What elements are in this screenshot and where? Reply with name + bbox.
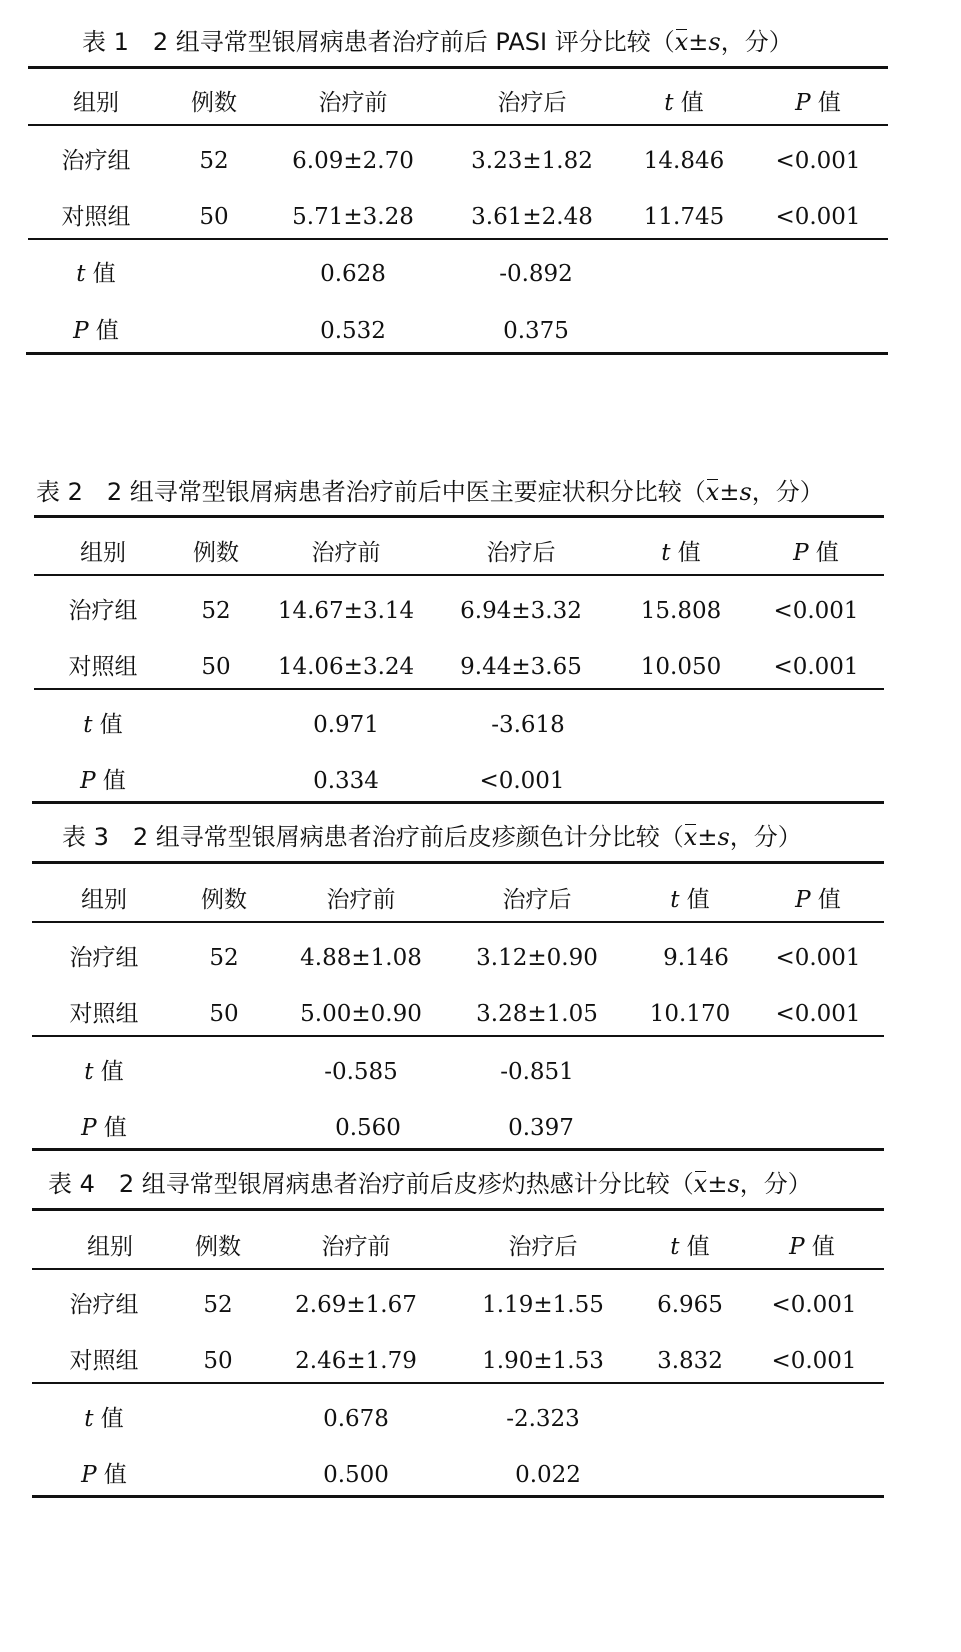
header-after: 治疗后 [508,1234,578,1260]
p-symbol: P [793,540,809,566]
row-count: 50 [203,1348,233,1374]
header-count: 例数 [195,1234,241,1260]
caption-text: 表 1 2 组寻常型银屑病患者治疗前后 PASI 评分比较 [82,28,651,56]
row-group: 对照组 [69,1348,139,1374]
table-caption [62,822,802,852]
stat-before: 0.678 [323,1406,389,1432]
p-label: 值 [817,90,841,116]
stat-after: -3.618 [491,712,565,738]
body-rule [28,238,888,240]
row-p: <0.001 [771,1348,857,1374]
row-group: 治疗组 [61,148,131,174]
caption-pm-symbol: ± [697,823,718,851]
stat-label [80,766,126,796]
stat-after: 0.397 [508,1115,574,1141]
stat-symbol: P [81,1115,97,1141]
caption-unit: ，分） [720,28,793,56]
caption-text: 表 4 2 组寻常型银屑病患者治疗前后皮疹灼热感计分比较 [48,1170,670,1198]
row-before: 14.06±3.24 [277,654,415,680]
row-count: 52 [203,1292,233,1318]
caption-mean-symbol: x [705,478,720,506]
stat-label-text: 值 [103,1462,127,1488]
caption-mean-symbol: x [674,28,689,56]
row-p: <0.001 [773,654,859,680]
row-before: 6.09±2.70 [292,148,414,174]
caption-sd-symbol: s [717,823,730,851]
p-symbol: P [789,1234,805,1260]
stat-label-text: 值 [103,1115,127,1141]
caption-open: （ [681,478,706,506]
body-rule [34,688,884,690]
stat-after: 0.375 [503,318,569,344]
bottom-rule [32,1148,884,1151]
body-rule [32,1382,884,1384]
p-symbol: P [795,90,811,116]
row-before: 2.46±1.79 [295,1348,417,1374]
row-group: 对照组 [68,654,138,680]
stat-before: 0.628 [320,261,386,287]
stat-label-text: 值 [99,712,123,738]
row-after: 9.44±3.65 [460,654,582,680]
stat-symbol: t [83,712,93,738]
row-t: 14.846 [643,148,725,174]
header-before: 治疗前 [318,90,388,116]
stat-before: 0.971 [313,712,379,738]
header-p-value [795,88,841,118]
header-t-value [670,1232,710,1262]
top-rule [34,515,884,518]
row-count: 50 [199,204,229,230]
header-after: 治疗后 [497,90,567,116]
stat-after: -0.851 [500,1059,574,1085]
p-label: 值 [815,540,839,566]
top-rule [32,861,884,864]
stat-label [84,1057,124,1087]
caption-open: （ [650,28,675,56]
stat-symbol: t [76,261,86,287]
row-group: 治疗组 [69,945,139,971]
header-t-value [661,538,701,568]
row-t: 6.965 [657,1292,723,1318]
stat-symbol: t [84,1059,94,1085]
caption-mean-symbol: x [693,1170,708,1198]
row-after: 1.90±1.53 [482,1348,604,1374]
bottom-rule [32,801,884,804]
caption-unit: ，分） [751,478,824,506]
row-count: 50 [209,1001,239,1027]
stat-label [81,1113,127,1143]
stat-after: -2.323 [506,1406,580,1432]
stat-after: 0.022 [515,1462,581,1488]
row-p: <0.001 [775,1001,861,1027]
header-before: 治疗前 [321,1234,391,1260]
header-rule [32,921,884,923]
caption-sd-symbol: s [739,478,752,506]
caption-pm-symbol: ± [707,1170,728,1198]
header-after: 治疗后 [502,887,572,913]
header-p-value [793,538,839,568]
stat-label [81,1460,127,1490]
caption-text: 表 3 2 组寻常型银屑病患者治疗前后皮疹颜色计分比较 [62,823,660,851]
stat-before: 0.560 [335,1115,401,1141]
stat-label [73,316,119,346]
header-p-value [789,1232,835,1262]
t-label: 值 [686,1234,710,1260]
body-rule [32,1035,884,1037]
t-symbol: t [670,887,680,913]
row-p: <0.001 [775,148,861,174]
stat-label [83,710,123,740]
row-t: 11.745 [643,204,725,230]
table-caption [48,1169,812,1199]
row-before: 5.71±3.28 [292,204,414,230]
caption-sd-symbol: s [708,28,721,56]
stat-symbol: P [81,1462,97,1488]
header-t-value [664,88,704,118]
p-label: 值 [811,1234,835,1260]
header-group: 组别 [80,540,126,566]
row-after: 3.61±2.48 [471,204,593,230]
table-caption [82,27,793,57]
header-group: 组别 [87,1234,133,1260]
top-rule [28,66,888,69]
row-group: 对照组 [69,1001,139,1027]
header-before: 治疗前 [311,540,381,566]
row-t: 10.170 [649,1001,731,1027]
row-after: 3.12±0.90 [476,945,598,971]
bottom-rule [26,352,888,355]
stat-after: <0.001 [479,768,565,794]
row-p: <0.001 [773,598,859,624]
stat-label-text: 值 [92,261,116,287]
top-rule [32,1208,884,1211]
t-symbol: t [661,540,671,566]
header-t-value [670,885,710,915]
row-after: 3.23±1.82 [471,148,593,174]
caption-open: （ [669,1170,694,1198]
header-p-value [795,885,841,915]
t-symbol: t [664,90,674,116]
t-symbol: t [670,1234,680,1260]
header-after: 治疗后 [486,540,556,566]
stat-before: 0.500 [323,1462,389,1488]
caption-open: （ [659,823,684,851]
stat-symbol: P [80,768,96,794]
row-group: 治疗组 [68,598,138,624]
header-count: 例数 [193,540,239,566]
row-after: 3.28±1.05 [476,1001,598,1027]
header-rule [34,574,884,576]
header-rule [32,1268,884,1270]
row-t: 3.832 [657,1348,723,1374]
row-count: 52 [201,598,231,624]
row-before: 2.69±1.67 [295,1292,417,1318]
stat-label [84,1404,124,1434]
row-t: 10.050 [640,654,722,680]
row-group: 对照组 [61,204,131,230]
caption-mean-symbol: x [683,823,698,851]
row-after: 1.19±1.55 [482,1292,604,1318]
header-count: 例数 [191,90,237,116]
row-t: 15.808 [640,598,722,624]
row-p: <0.001 [771,1292,857,1318]
stat-before: 0.334 [313,768,379,794]
row-before: 5.00±0.90 [300,1001,422,1027]
header-rule [28,124,888,126]
row-group: 治疗组 [69,1292,139,1318]
row-count: 52 [199,148,229,174]
caption-text: 表 2 2 组寻常型银屑病患者治疗前后中医主要症状积分比较 [36,478,682,506]
header-group: 组别 [73,90,119,116]
row-p: <0.001 [775,204,861,230]
caption-pm-symbol: ± [688,28,709,56]
header-count: 例数 [201,887,247,913]
t-label: 值 [680,90,704,116]
row-after: 6.94±3.32 [460,598,582,624]
stat-label-text: 值 [100,1406,124,1432]
row-t: 9.146 [663,945,729,971]
table-caption [36,477,824,507]
stat-label [76,259,116,289]
p-symbol: P [795,887,811,913]
row-count: 52 [209,945,239,971]
stat-before: 0.532 [320,318,386,344]
row-p: <0.001 [775,945,861,971]
t-label: 值 [677,540,701,566]
caption-unit: ，分） [739,1170,812,1198]
stat-symbol: P [73,318,89,344]
header-group: 组别 [81,887,127,913]
stat-symbol: t [84,1406,94,1432]
stat-after: -0.892 [499,261,573,287]
caption-pm-symbol: ± [719,478,740,506]
stat-before: -0.585 [324,1059,398,1085]
bottom-rule [32,1495,884,1498]
header-before: 治疗前 [326,887,396,913]
t-label: 值 [686,887,710,913]
caption-unit: ，分） [729,823,802,851]
row-before: 4.88±1.08 [300,945,422,971]
caption-sd-symbol: s [727,1170,740,1198]
stat-label-text: 值 [102,768,126,794]
row-count: 50 [201,654,231,680]
row-before: 14.67±3.14 [277,598,415,624]
p-label: 值 [817,887,841,913]
stat-label-text: 值 [100,1059,124,1085]
stat-label-text: 值 [95,318,119,344]
